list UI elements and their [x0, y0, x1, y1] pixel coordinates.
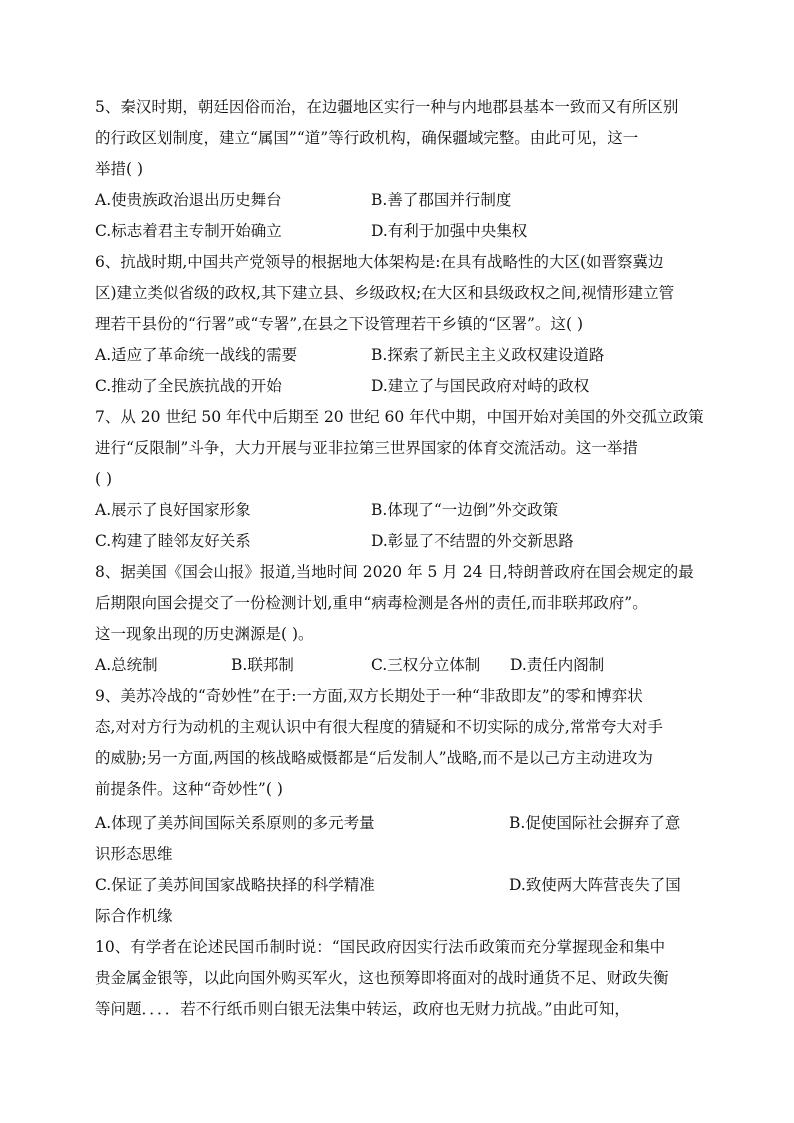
q5-options-row-1	[95, 185, 715, 216]
q10-stem-line-1: 10、有学者在论述民国币制时说：“国民政府因实行法币政策而充分掌握现金和集中	[95, 938, 666, 956]
q10-stem-line-3: 等问题．．．．若不行纸币则白银无法集中转运，政府也无财力抗战。”由此可知，	[95, 1000, 630, 1018]
q9-stem-line-3: 的威胁;另一方面,两国的核战略威慑都是“后发制人”战略,而不是以己方主动进攻为	[95, 749, 653, 767]
q7-stem-line-1: 7、从 20 世纪 50 年代中后期至 20 世纪 60 年代中期，中国开始对美国的外交孤立政策	[95, 408, 704, 426]
q5-options-row-2	[95, 216, 715, 247]
q5-stem-line-3: 举措( )	[95, 160, 144, 178]
q5-option-c[interactable]: C.标志着君主专制开始确立	[95, 222, 282, 240]
q8-option-b[interactable]: B.联邦制	[231, 656, 294, 674]
q7-options-row-1	[95, 495, 715, 526]
q8-options-row	[95, 650, 715, 681]
q8-option-c[interactable]: C.三权分立体制	[371, 656, 481, 674]
q7-option-c[interactable]: C.构建了睦邻友好关系	[95, 532, 251, 550]
q8-option-a[interactable]: A.总统制	[95, 656, 158, 674]
q9-option-b[interactable]: B.促使国际社会摒弃了意	[509, 814, 681, 832]
q6-options-row-1	[95, 340, 715, 371]
q5-option-a[interactable]: A.使贵族政治退出历史舞台	[95, 191, 282, 209]
q6-stem-line-1: 6、抗战时期,中国共产党领导的根据地大体架构是:在具有战略性的大区(如晋察冀边	[95, 253, 664, 271]
q9-option-d[interactable]: D.致使两大阵营丧失了国	[509, 876, 681, 894]
q6-option-d[interactable]: D.建立了与国民政府对峙的政权	[371, 377, 590, 395]
q6-option-a[interactable]: A.适应了革命统一战线的需要	[95, 346, 298, 364]
q9-option-c[interactable]: C.保证了美苏间国家战略抉择的科学精准	[95, 876, 375, 894]
q5-option-b[interactable]: B.善了郡国并行制度	[371, 191, 512, 209]
q5-stem-line-1: 5、秦汉时期，朝廷因俗而治，在边疆地区实行一种与内地郡县基本一致而又有所区别	[95, 98, 679, 116]
q9-stem-line-4: 前提条件。这种“奇妙性”( )	[95, 780, 283, 798]
q10-stem-line-2: 贵金属金银等，以此向国外购买军火，这也预筹即将面对的战时通货不足、财政失衡	[95, 969, 669, 987]
q6-option-c[interactable]: C.推动了全民族抗战的开始	[95, 377, 282, 395]
q5-stem-line-2: 的行政区划制度，建立“属国”“道”等行政机构，确保疆域完整。由此可见，这一	[95, 129, 639, 147]
q6-option-b[interactable]: B.探索了新民主主义政权建设道路	[371, 346, 605, 364]
q9-stem-line-2: 态,对对方行为动机的主观认识中有很大程度的猜疑和不切实际的成分,常常夸大对手	[95, 718, 663, 736]
q8-stem-line-2: 后期限向国会提交了一份检测计划,重申“病毒检测是各州的责任,而非联邦政府”。	[95, 594, 648, 612]
q9-option-d-continuation: 际合作机缘	[95, 907, 173, 925]
q9-options-row-2	[95, 870, 715, 901]
q9-options-row-1	[95, 808, 715, 839]
q9-option-b-continuation: 识形态思维	[95, 845, 173, 863]
q8-stem-line-1: 8、据美国《国会山报》报道,当地时间 2020 年 5 月 24 日,特朗普政府在国会规定的最	[95, 563, 694, 581]
q5-option-d[interactable]: D.有利于加强中央集权	[371, 222, 528, 240]
q6-options-row-2	[95, 371, 715, 402]
q7-options-row-2	[95, 526, 715, 557]
q7-option-d[interactable]: D.彰显了不结盟的外交新思路	[371, 532, 574, 550]
q8-stem-line-3: 这一现象出现的历史渊源是( )。	[95, 625, 314, 643]
q6-stem-line-3: 理若干县份的“行署”或“专署”,在县之下设管理若干乡镇的“区署”。这( )	[95, 315, 583, 333]
q9-option-a[interactable]: A.体现了美苏间国际关系原则的多元考量	[95, 814, 375, 832]
q9-stem-line-1: 9、美苏冷战的“奇妙性”在于:一方面,双方长期处于一种“非敌即友”的零和博弈状	[95, 687, 643, 705]
q7-stem-line-3: ( )	[95, 470, 113, 488]
q6-stem-line-2: 区)建立类似省级的政权,其下建立县、乡级政权;在大区和县级政权之间,视情形建立管	[95, 284, 675, 302]
q8-option-d[interactable]: D.责任内阁制	[510, 656, 605, 674]
q7-stem-line-2: 进行“反限制”斗争，大力开展与亚非拉第三世界国家的体育交流活动。这一举措	[95, 439, 638, 457]
q7-option-a[interactable]: A.展示了良好国家形象	[95, 501, 251, 519]
q7-option-b[interactable]: B.体现了“一边倒”外交政策	[371, 501, 559, 519]
